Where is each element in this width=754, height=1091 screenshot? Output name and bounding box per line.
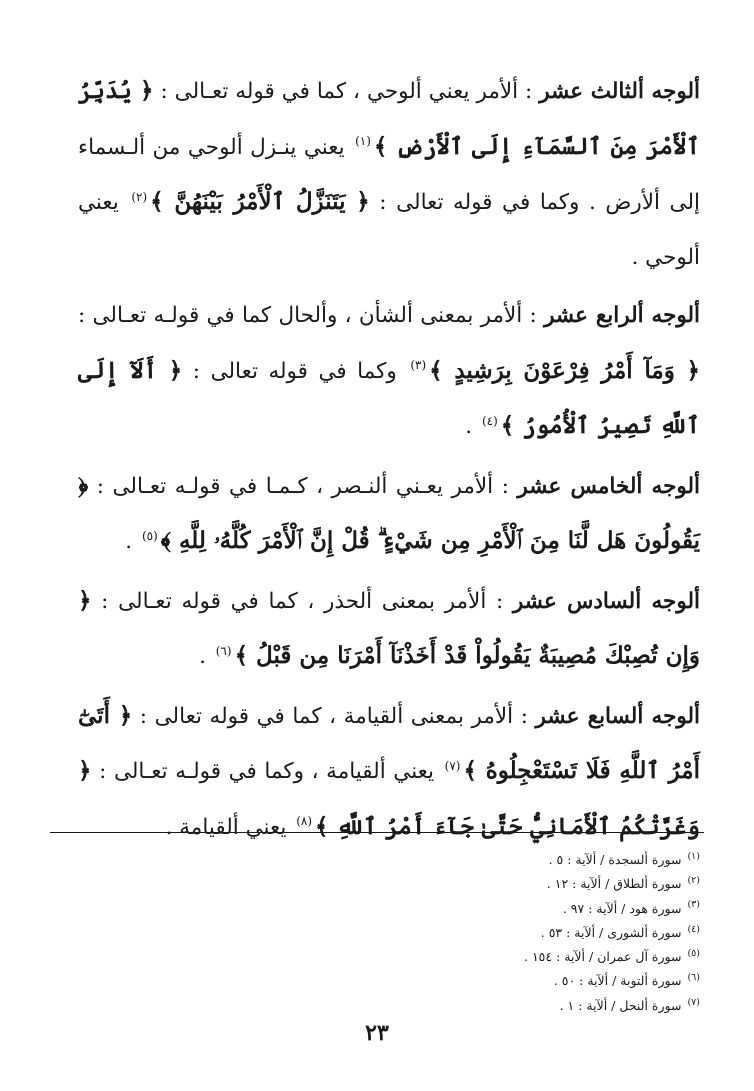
- text-segment: وكما في قوله تعالى :: [182, 358, 408, 384]
- footnote-ref: (٥): [141, 528, 158, 543]
- paragraph: [78, 459, 700, 570]
- footnote: [100, 994, 700, 1018]
- footnotes: [100, 848, 700, 1018]
- quran-verse: ﴿ أَتَىٰٓ أَمْرُ ٱللَّهِ فَلَا تَسْتَعْجِلُوهُ ﴾: [78, 701, 700, 784]
- quran-verse: ﴿ وَإِن تُصِبْكَ مُصِيبَةٌ يَقُولُواْ قَدْ أَخَذْنَآ أَمْرَنَا مِن قَبْلُ ﴾: [78, 586, 700, 669]
- footnote-text: سورة ألسجدة / ألآية : ٥ .: [548, 852, 682, 867]
- text-segment: : ألأمر بمعنى ألقيامة ، كما في قوله تعالى :: [132, 703, 536, 729]
- section-heading: ألوجه ألسادس عشر: [512, 588, 700, 614]
- footnote-number: (٦): [687, 972, 700, 984]
- footnote-number: (٤): [687, 923, 700, 935]
- footnote-ref: (٣): [410, 358, 427, 373]
- footnote-ref: (٨): [296, 814, 313, 829]
- footnote-number: (٥): [687, 948, 700, 960]
- section-heading: ألوجه ألثالث عشر: [539, 79, 700, 104]
- page-number: ٢٣: [365, 1020, 389, 1046]
- section-heading: ألوجه ألسابع عشر: [535, 703, 700, 729]
- footnote: [100, 969, 700, 993]
- footnote-ref: (٢): [131, 189, 148, 204]
- footnote-ref: (٦): [215, 643, 232, 658]
- text-segment: : ألأمر يعـني ألنـصر ، كـمـا في قولـه تعـالى :: [88, 473, 518, 499]
- footnote: [100, 848, 700, 872]
- quran-verse: ﴿ يَقُولُونَ هَل لَّنَا مِنَ ٱلْأَمْرِ مِن شَيْءٍ ۗ قُلْ إِنَّ ٱلْأَمْرَ كُلَّهُۥ لِلَّهِ ﴾: [78, 471, 700, 554]
- text-segment: يعني ألقيامة .: [165, 814, 294, 840]
- footnote-ref: (٧): [444, 758, 461, 773]
- text-segment: : ألأمر يعني ألوحي ، كما في قوله تعـالى :: [153, 79, 540, 104]
- text-segment: يعني ألوحي .: [78, 190, 700, 270]
- text-segment: يعني ألقيامة ، وكما في قولـه تعـالى :: [91, 759, 442, 784]
- footnote-text: سورة آل عمران / ألآية : ١٥٤ .: [523, 949, 682, 965]
- footnote-text: سورة هود / ألآية : ٩٧ .: [562, 900, 682, 916]
- footnote-ref: (٤): [481, 413, 498, 428]
- paragraph: [78, 574, 700, 685]
- footnote-number: (٢): [687, 875, 700, 887]
- footnote-text: سورة ألشورى / ألآية : ٥٣ .: [540, 924, 682, 940]
- section-heading: ألوجه ألرابع عشر: [544, 303, 701, 328]
- footnote-divider: [50, 832, 704, 833]
- text-segment: : ألأمر بمعنى ألشأن ، وألحال كما في قولـه تعـالى :: [78, 303, 545, 328]
- footnote-number: (١): [687, 850, 700, 862]
- quran-verse: ﴿ يُدَبِّرُ ٱلْأَمْرَ مِنَ ٱلسَّمَآءِ إِلَى ٱلْأَرْضِ ﴾: [78, 77, 700, 160]
- footnote: [100, 897, 700, 921]
- quran-verse: ﴿ أَلَآ إِلَى ٱللَّهِ تَصِيرُ ٱلْأُمُورُ ﴾: [78, 356, 700, 439]
- text-segment: .: [125, 529, 139, 554]
- section-heading: ألوجه ألخامس عشر: [517, 473, 700, 499]
- paragraph: [78, 689, 700, 856]
- quran-verse: ﴿ وَمَآ أَمْرُ فِرْعَوْنَ بِرَشِيدٍ ﴾: [429, 356, 700, 384]
- footnote-text: سورة ألطلاق / ألآية : ١٢ .: [546, 876, 682, 892]
- footnote-text: سورة ألنحل / ألآية : ١ .: [559, 997, 682, 1013]
- text-segment: : ألأمر بمعنى ألحذر ، كما في قوله تعـالى :: [91, 588, 513, 614]
- footnote-ref: (١): [355, 134, 371, 149]
- footnote: [100, 921, 700, 945]
- quran-verse: ﴿ يَتَنَزَّلُ ٱلْأَمْرُ بَيْنَهُنَّ ﴾: [150, 188, 370, 215]
- footnote-number: (٧): [687, 996, 700, 1008]
- footnote: [100, 945, 700, 969]
- paragraph: [78, 289, 700, 455]
- text-segment: .: [199, 644, 213, 669]
- main-text: [78, 64, 700, 859]
- footnote-text: سورة ألتوبة / ألآية : ٥٠ .: [553, 973, 682, 989]
- footnote-number: (٣): [687, 899, 700, 911]
- text-segment: .: [465, 414, 479, 439]
- text-segment: يعني ينـزل ألوحي من ألـسماء إلى ألأرض . وكما في قوله تعالى :: [78, 134, 700, 215]
- quran-verse: ﴿ وَغَرَّتْكُمُ ٱلْأَمَانِيُّ حَتَّىٰ جَآءَ أَمْرُ ٱللَّهِ ﴾: [78, 757, 700, 840]
- paragraph: [78, 64, 700, 285]
- footnote: [100, 872, 700, 896]
